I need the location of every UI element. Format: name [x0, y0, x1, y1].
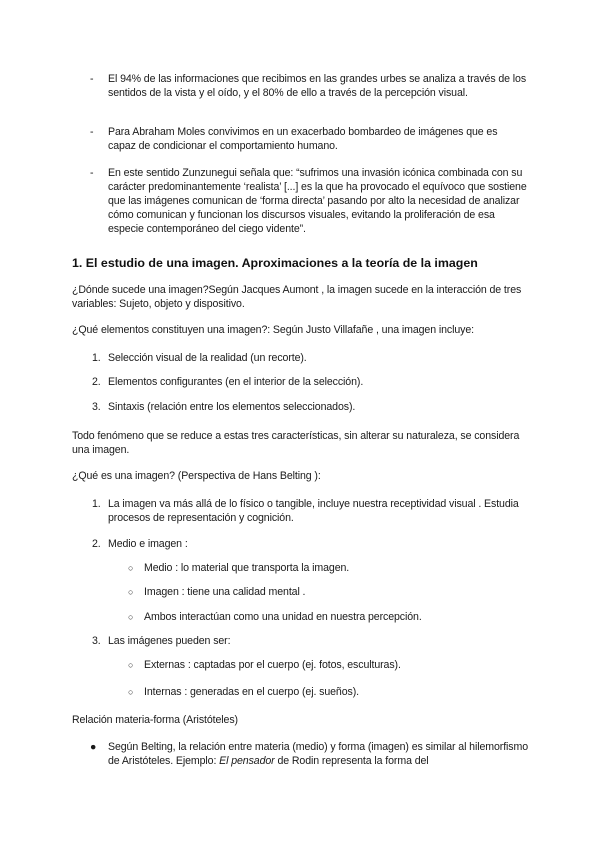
dash-marker: - [90, 126, 94, 138]
aristotle-text-before: Según Belting, la relación entre materia (medio) y forma (imagen) es similar al hilemorfismo de Aristóteles. Ejemplo: [108, 741, 529, 767]
dash-marker: - [90, 73, 94, 85]
list-number: 3. [92, 401, 101, 413]
circle-bullet-icon: ○ [128, 687, 134, 697]
paragraph-belting: ¿Qué es una imagen? (Perspectiva de Hans Belting ): [72, 470, 321, 482]
sub-list-text: Internas : generadas en el cuerpo (ej. sueños). [144, 686, 359, 698]
aristotle-text-after: de Rodin representa la forma del [274, 755, 429, 767]
list-number: 1. [92, 498, 101, 510]
list-number: 1. [92, 352, 101, 364]
list-item-text: Las imágenes pueden ser: [108, 635, 231, 647]
sub-list-text: Imagen : tiene una calidad mental . [144, 586, 306, 598]
list-item-text: Selección visual de la realidad (un recorte). [108, 352, 307, 364]
circle-bullet-icon: ○ [128, 563, 134, 573]
intro-list-text: En este sentido Zunzunegui señala que: “sufrimos una invasión icónica combinada con su carácter predominantemente ‘realista’ [...] es la que ha provocado el equívoco que sostiene que las imágenes comunican de ‘forma directa’ pasando por alto la necesidad de analizar cómo comunican y funcionan los discursos visuales, evitando la proliferación de esa especie contemporáneo del ciego vidente”. [108, 167, 527, 235]
paragraph-villafane: ¿Qué elementos constituyen una imagen?: Según Justo Villafañe , una imagen incluye: [72, 324, 474, 336]
section-heading: 1. El estudio de una imagen. Aproximaciones a la teoría de la imagen [72, 256, 478, 270]
list-item-text: Medio e imagen : [108, 538, 188, 550]
artwork-title: El pensador [219, 755, 275, 767]
circle-bullet-icon: ○ [128, 587, 134, 597]
dash-marker: - [90, 167, 94, 179]
paragraph-aristotle-heading: Relación materia-forma (Aristóteles) [72, 714, 238, 726]
sub-list-text: Ambos interactúan como una unidad en nuestra percepción. [144, 611, 422, 623]
list-number: 3. [92, 635, 101, 647]
paragraph-aumont: ¿Dónde sucede una imagen?Según Jacques Aumont , la imagen sucede en la interacción de tres variables: Sujeto, objeto y dispositivo. [72, 284, 522, 310]
sub-list-text: Medio : lo material que transporta la imagen. [144, 562, 350, 574]
intro-list-text: Para Abraham Moles convivimos en un exacerbado bombardeo de imágenes que es capaz de condicionar el comportamiento humano. [108, 126, 498, 152]
paragraph-definition: Todo fenómeno que se reduce a estas tres características, sin alterar su naturaleza, se considera una imagen. [72, 430, 520, 456]
list-number: 2. [92, 376, 101, 388]
circle-bullet-icon: ○ [128, 612, 134, 622]
intro-list-text: El 94% de las informaciones que recibimos en las grandes urbes se analiza a través de los sentidos de la vista y el oído, y el 80% de ello a través de la percepción visual. [108, 73, 527, 99]
bullet-list-text [108, 740, 528, 768]
list-item-text: Elementos configurantes (en el interior de la selección). [108, 376, 364, 388]
circle-bullet-icon: ○ [128, 660, 134, 670]
sub-list-text: Externas : captadas por el cuerpo (ej. fotos, esculturas). [144, 659, 401, 671]
list-item-text: La imagen va más allá de lo físico o tangible, incluye nuestra receptividad visual . Estudia procesos de representación y cognición. [108, 498, 519, 524]
list-item-text: Sintaxis (relación entre los elementos seleccionados). [108, 401, 356, 413]
list-number: 2. [92, 538, 101, 550]
bullet-icon: ● [90, 741, 97, 753]
